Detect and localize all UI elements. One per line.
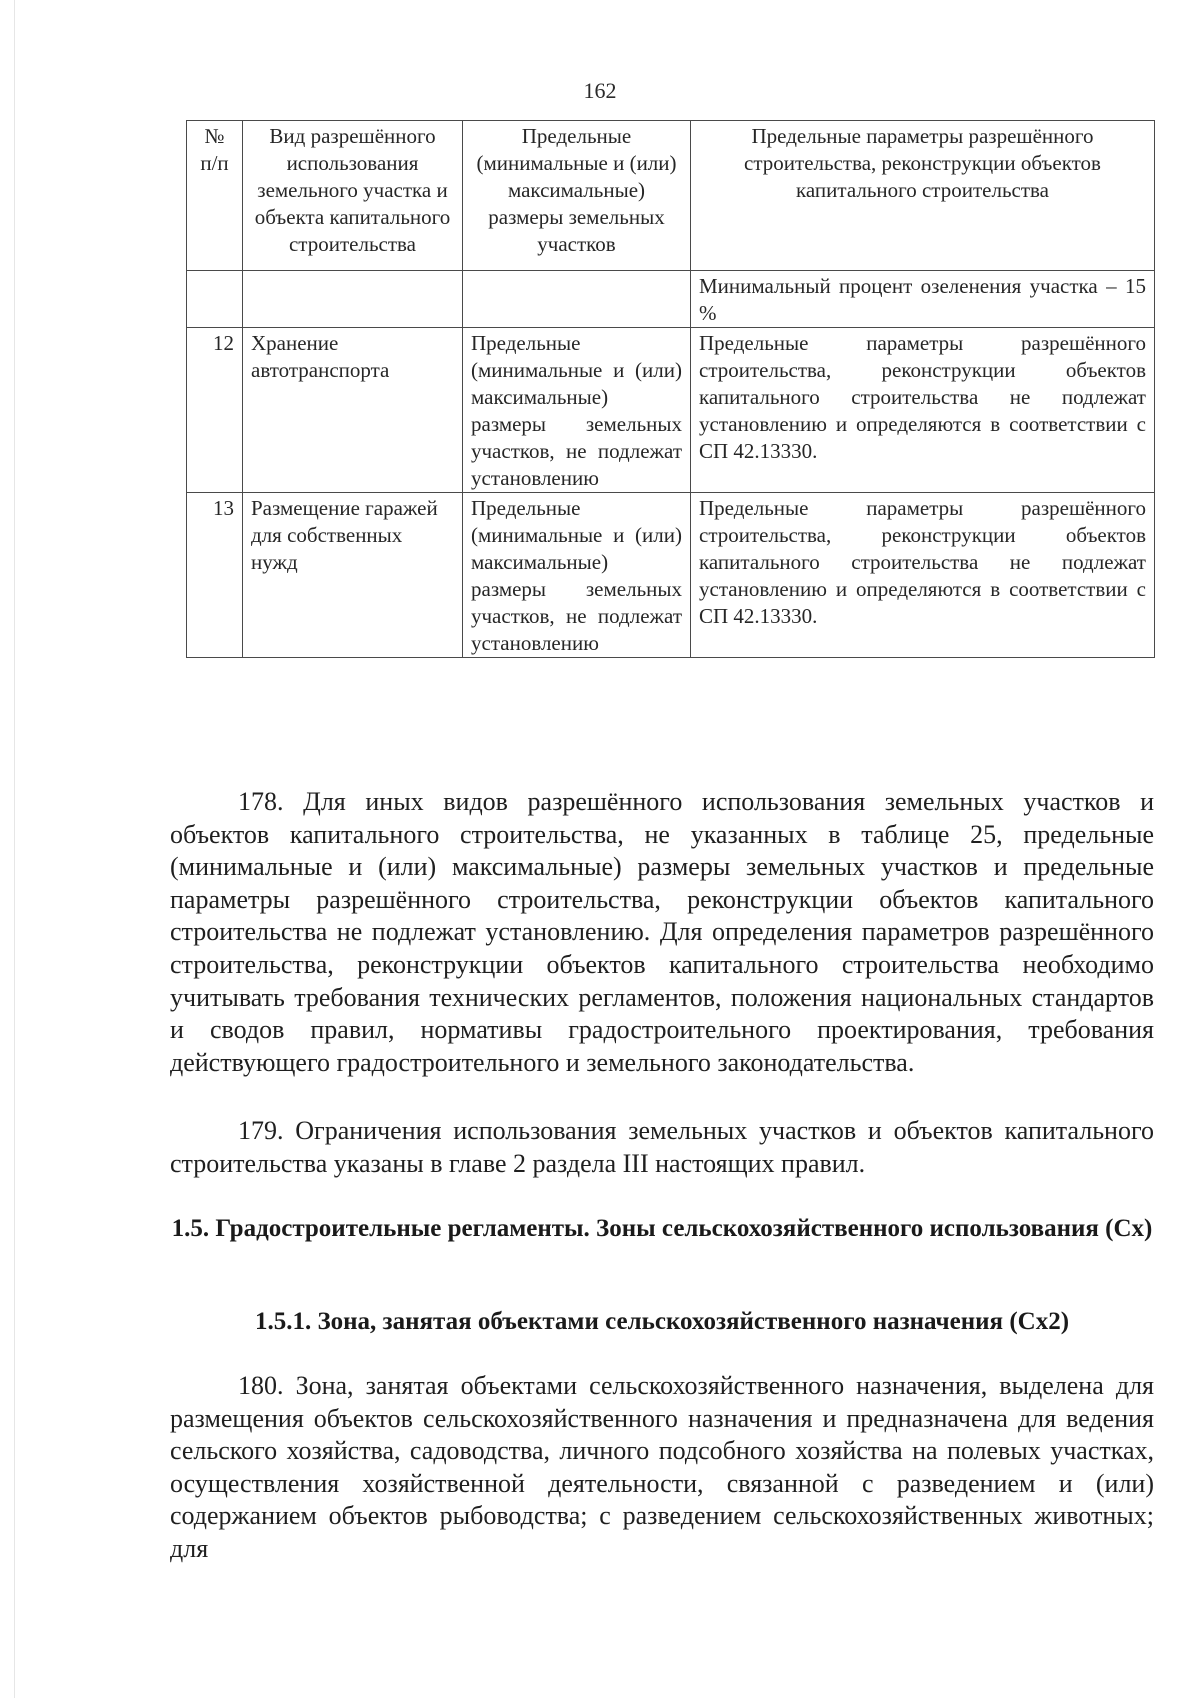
row-use-type (243, 271, 463, 328)
paragraph-178-text: 178. Для иных видов разрешённого использования земельных участков и объектов капитального строительства, не указанных в таблице 25, предельные (минимальные и (или) максимальные) размеры земельных участков и предельные параметры разрешённого строительства, реконструкции объектов капитального строительства не подлежат установлению. Для определения параметров разрешённого строительства, реконструкции объектов капитального строительства необходимо учитывать требования технических регламентов, положения национальных стандартов и сводов правил, нормативы градостроительного проектирования, требования действующего градостроительного и земельного законодательства. (170, 787, 1154, 1077)
paragraph-180 (170, 1370, 1154, 1566)
row-use-type: Хранение автотранспорта (243, 328, 463, 493)
header-construction-params: Предельные параметры разрешённого строительства, реконструкции объектов капитального строительства (691, 121, 1155, 271)
section-heading-1-5: 1.5. Градостроительные регламенты. Зоны сельскохозяйственного использования (Сх) (171, 1215, 1153, 1242)
row-construction-params: Предельные параметры разрешённого строительства, реконструкции объектов капитального строительства не подлежат установлению и определяются в соответствии с СП 42.13330. (691, 493, 1155, 658)
parameters-table (186, 120, 1155, 658)
row-num: 12 (187, 328, 243, 493)
scan-edge-line (14, 0, 15, 1698)
paragraph-179 (170, 1115, 1154, 1180)
page-number: 162 (583, 78, 617, 103)
table-row (187, 493, 1155, 658)
table-row (187, 328, 1155, 493)
paragraph-180-text: 180. Зона, занятая объектами сельскохозяйственного назначения, выделена для размещения объектов сельскохозяйственного назначения и предназначена для ведения сельского хозяйства, садоводства, личного подсобного хозяйства на полевых участках, осуществления хозяйственной деятельности, связанной с разведением и (или) содержанием объектов рыбоводства; с разведением сельскохозяйственных животных; для (170, 1371, 1154, 1563)
header-plot-size: Предельные (минимальные и (или) максимальные) размеры земельных участков (463, 121, 691, 271)
header-use-type: Вид разрешённого использования земельного участка и объекта капитального строительства (243, 121, 463, 271)
row-construction-params: Минимальный процент озеленения участка – 15 % (691, 271, 1155, 328)
row-construction-params: Предельные параметры разрешённого строительства, реконструкции объектов капитального строительства не подлежат установлению и определяются в соответствии с СП 42.13330. (691, 328, 1155, 493)
header-num: № п/п (187, 121, 243, 271)
paragraph-179-text: 179. Ограничения использования земельных участков и объектов капитального строительства указаны в главе 2 раздела III настоящих правил. (170, 1116, 1154, 1178)
table-header-row (187, 121, 1155, 271)
row-num (187, 271, 243, 328)
row-plot-size: Предельные (минимальные и (или) максимальные) размеры земельных участков, не подлежат установлению (463, 328, 691, 493)
row-plot-size: Предельные (минимальные и (или) максимальные) размеры земельных участков, не подлежат установлению (463, 493, 691, 658)
section-heading-1-5-1: 1.5.1. Зона, занятая объектами сельскохозяйственного назначения (Сх2) (254, 1308, 1070, 1335)
row-use-type: Размещение гаражей для собственных нужд (243, 493, 463, 658)
paragraph-178 (170, 786, 1154, 1079)
row-plot-size (463, 271, 691, 328)
row-num: 13 (187, 493, 243, 658)
table-row (187, 271, 1155, 328)
